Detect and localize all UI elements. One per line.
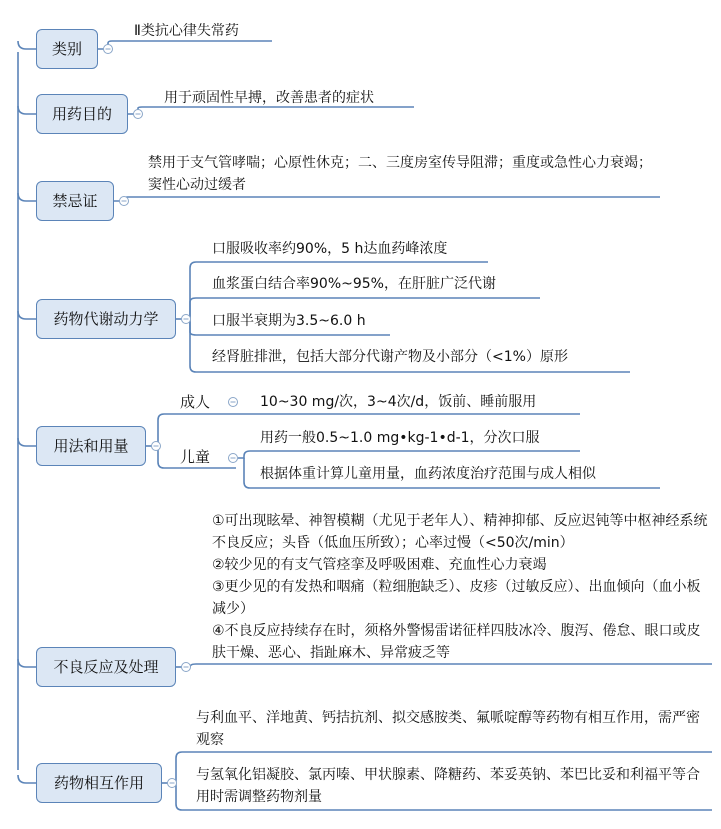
- detail-category: Ⅱ类抗心律失常药: [134, 23, 239, 39]
- detail-interaction-1: 与利血平、洋地黄、钙拮抗剂、拟交感胺类、氟哌啶醇等药物有相互作用，需严密观察: [196, 710, 700, 748]
- node-purpose[interactable]: 用药目的: [36, 94, 128, 134]
- spine-branch-2: [18, 193, 36, 201]
- detail-contraindications: 禁用于支气管哮喘；心原性休克；二、三度房室传导阻滞；重度或急性心力衰竭；窦性心动过缓者: [148, 155, 652, 193]
- spine-branch-4: [18, 438, 36, 446]
- detail-interaction-2: 与氢氧化铝凝胶、氯丙嗪、甲状腺素、降糖药、苯妥英钠、苯巴比妥和利福平等合用时需调整药物剂量: [196, 767, 700, 805]
- node-category[interactable]: 类别: [36, 29, 98, 69]
- line-child-1: [238, 451, 580, 458]
- detail-pk-binding: 血浆蛋白结合率90%~95%，在肝脏广泛代谢: [212, 276, 496, 292]
- detail-adult-dose: 10~30 mg/次，3~4次/d，饭前、睡前服用: [260, 394, 537, 410]
- node-dosage[interactable]: 用法和用量: [36, 426, 146, 466]
- line-adverse: [190, 664, 712, 667]
- node-interactions[interactable]: 药物相互作用: [36, 763, 162, 803]
- line-contraindications: [114, 197, 660, 201]
- spine-branch-0: [18, 41, 36, 49]
- node-adverse-reactions[interactable]: 不良反应及处理: [36, 647, 176, 687]
- spine-branch-1: [18, 106, 36, 114]
- sub-node-adult[interactable]: 成人: [180, 393, 211, 411]
- detail-pk-absorption: 口服吸收率约90%，5 h达血药峰浓度: [212, 241, 448, 257]
- node-contraindications[interactable]: 禁忌证: [36, 181, 114, 221]
- detail-adverse: ①可出现眩晕、神智模糊（尤见于老年人）、精神抑郁、反应迟钝等中枢神经系统不良反应；头昏（低血压所致）；心率过慢（<50次/min） ②较少见的有支气管痉挛及呼吸困难、充血性心力衰竭 ③更少见的有发热和咽痛（粒细胞缺乏）、皮疹（过敏反应）、出血倾向（血小板减少） ④不良反应持续存在时，须格外警惕雷诺征样四肢冰冷、腹泻、倦怠、眼口或皮肤干燥、恶心、指趾麻木、异常疲乏等: [212, 513, 708, 661]
- spine-branch-6: [18, 775, 36, 783]
- detail-child-dose: 用药一般0.5~1.0 mg•kg-1•d-1，分次口服: [260, 430, 540, 446]
- detail-pk-halflife: 口服半衰期为3.5~6.0 h: [212, 313, 366, 329]
- node-pharmacokinetics[interactable]: 药物代谢动力学: [36, 299, 176, 339]
- line-category: [98, 41, 272, 49]
- spine-branch-5: [18, 659, 36, 667]
- detail-child-note: 根据体重计算儿童用量，血药浓度治疗范围与成人相似: [260, 466, 596, 482]
- sub-node-child[interactable]: 儿童: [180, 448, 211, 466]
- detail-purpose: 用于顽固性早搏，改善患者的症状: [164, 90, 374, 106]
- spine-branch-3: [18, 311, 36, 319]
- detail-pk-excretion: 经肾脏排泄，包括大部分代谢产物及小部分（<1%）原形: [212, 349, 568, 365]
